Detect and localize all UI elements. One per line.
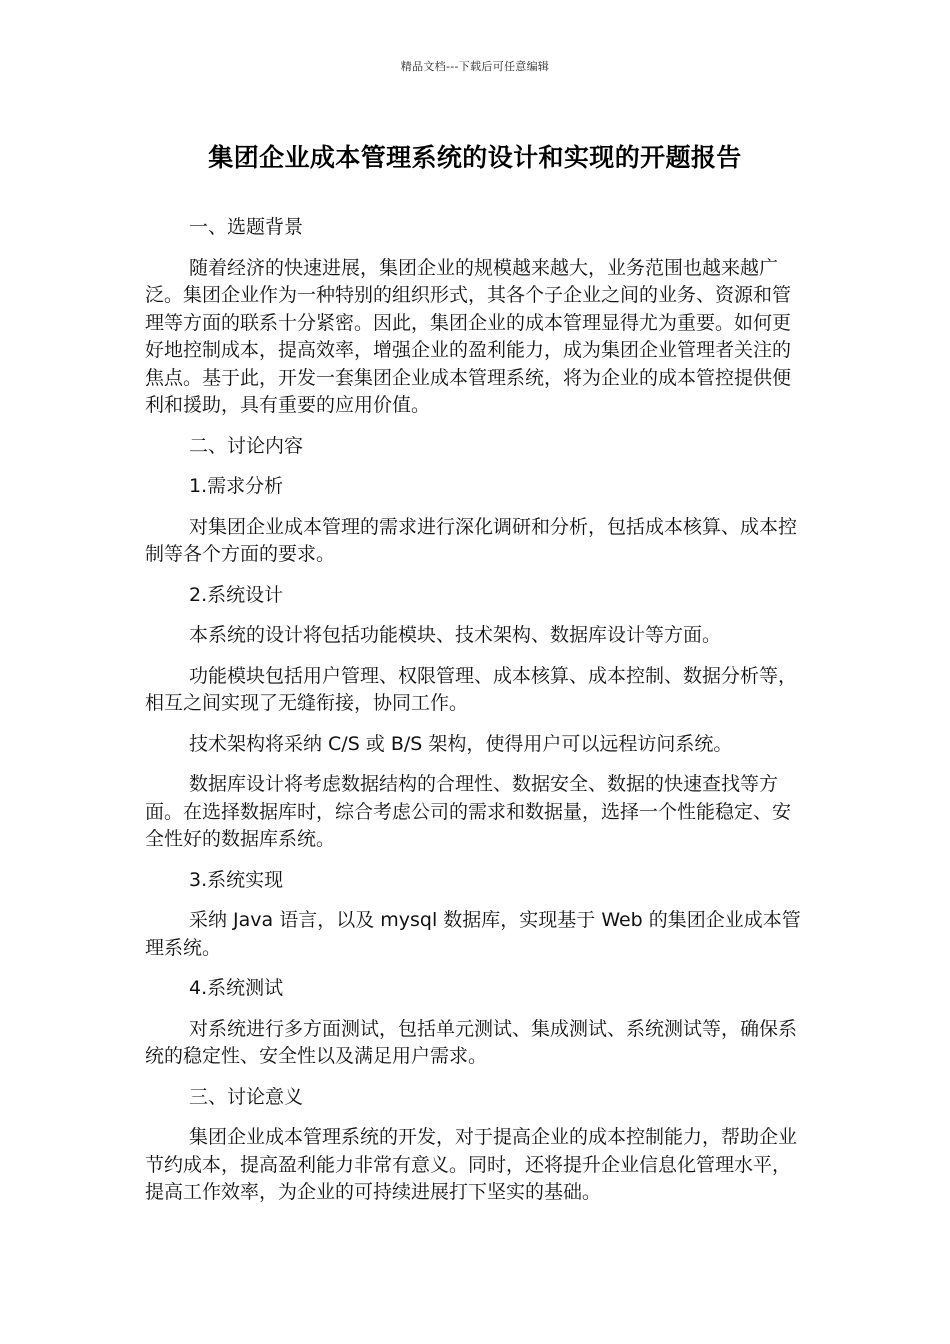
paragraph-design-database: 数据库设计将考虑数据结构的合理性、数据安全、数据的快速查找等方面。在选择数据库时，综合考虑公司的需求和数据量，选择一个性能稳定、安全性好的数据库系统。 — [145, 773, 792, 850]
paragraph-testing: 对系统进行多方面测试，包括单元测试、集成测试、系统测试等，确保系统的稳定性、安全性以及满足用户需求。 — [145, 1017, 798, 1067]
subheading-implementation: 3.系统实现 — [189, 868, 284, 891]
paragraph-requirements: 对集团企业成本管理的需求进行深化调研和分析，包括成本核算、成本控制等各个方面的要求。 — [145, 515, 798, 565]
paragraph-design-overview: 本系统的设计将包括功能模块、技术架构、数据库设计等方面。 — [189, 624, 722, 646]
document-title: 集团企业成本管理系统的设计和实现的开题报告 — [208, 143, 742, 172]
subheading-requirements: 1.需求分析 — [189, 475, 284, 497]
paragraph-significance: 集团企业成本管理系统的开发，对于提高企业的成本控制能力，帮助企业节约成本，提高盈利能力非常有意义。同时，还将提升企业信息化管理水平，提高工作效率，为企业的可持续进展打下坚实的基础。 — [145, 1126, 798, 1203]
subheading-design: 2.系统设计 — [189, 583, 284, 606]
section-heading-significance: 三、讨论意义 — [189, 1085, 304, 1108]
section-heading-background: 一、选题背景 — [189, 216, 304, 238]
subheading-testing: 4.系统测试 — [189, 977, 284, 999]
section-heading-content: 二、讨论内容 — [189, 434, 304, 457]
paragraph-background: 随着经济的快速进展，集团企业的规模越来越大，业务范围也越来越广泛。集团企业作为一种特别的组织形式，其各个子企业之间的业务、资源和管理等方面的联系十分紧密。因此，集团企业的成本管理显得尤为重要。如何更好地控制成本，提高效率，增强企业的盈利能力，成为集团企业管理者关注的焦点。基于此，开发一套集团企业成本管理系统，将为企业的成本管控提供便利和援助，具有重要的应用价值。 — [145, 256, 792, 416]
paragraph-implementation: 采纳 Java 语言，以及 mysql 数据库，实现基于 Web 的集团企业成本管理系统。 — [145, 909, 801, 959]
paragraph-design-architecture: 技术架构将采纳 C/S 或 B/S 架构，使得用户可以远程访问系统。 — [189, 732, 733, 755]
document-body — [145, 214, 805, 1220]
page-header-note: 精品文档---下载后可任意编辑 — [400, 60, 550, 73]
paragraph-design-modules: 功能模块包括用户管理、权限管理、成本核算、成本控制、数据分析等，相互之间实现了无缝衔接，协同工作。 — [145, 664, 798, 714]
